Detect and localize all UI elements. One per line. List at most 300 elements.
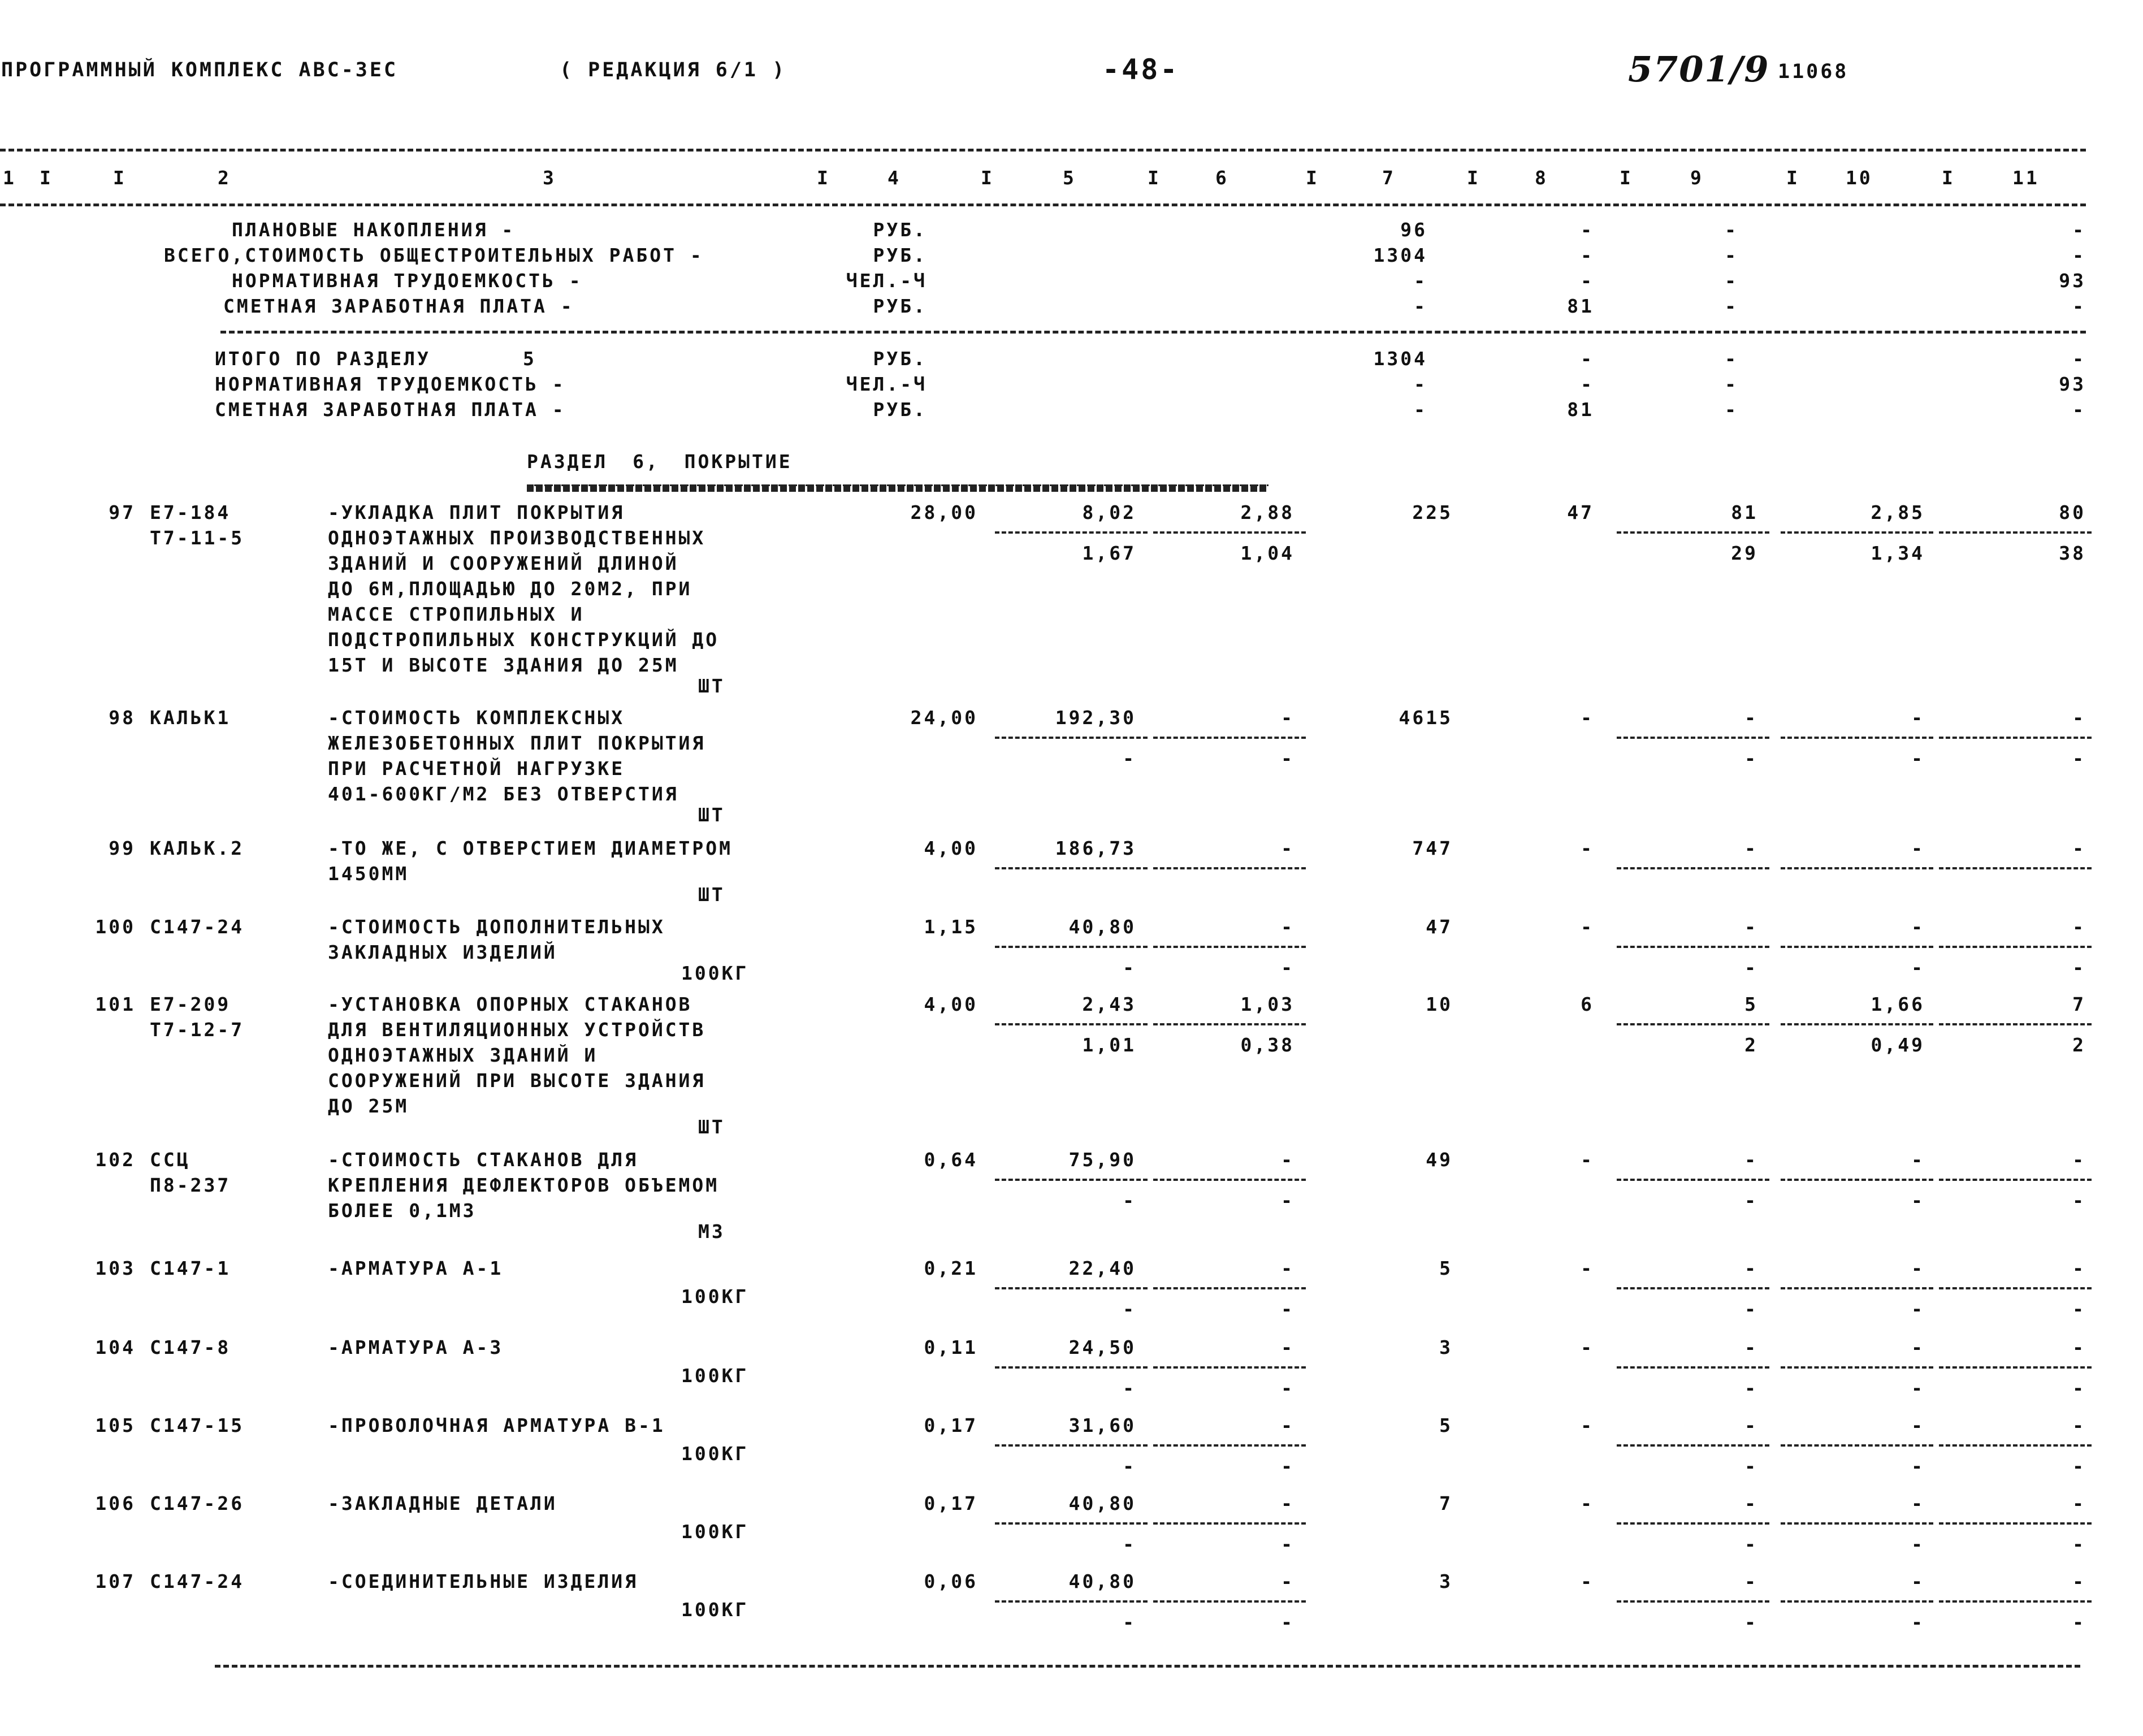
row-value-c11b: - [2072,747,2086,769]
row-value-c5: 186,73 [1055,837,1136,859]
row-value-c9: - [1744,1257,1758,1279]
row-value-c8: - [1581,916,1594,938]
row-value-c6: - [1281,1414,1295,1436]
cell-divider [1939,1023,2092,1025]
column-number: 2 [218,167,231,189]
row-value-c6b: 0,38 [1240,1034,1295,1056]
row-value-c9: - [1744,1492,1758,1514]
row-value-c6b: - [1281,1298,1295,1320]
row-value-c8: 6 [1581,993,1594,1015]
row-value-c10: - [1911,916,1925,938]
row-description-line: ЖЕЛЕЗОБЕТОННЫХ ПЛИТ ПОКРЫТИЯ [328,732,706,754]
cell-divider [1153,1287,1306,1289]
summary-c8: 81 [1567,295,1594,317]
column-separator: I [1467,167,1480,189]
row-code: Е7-184 [150,501,231,523]
row-value-c10b: - [1911,1611,1925,1633]
cell-divider [1617,1522,1769,1525]
row-value-c7: 5 [1439,1414,1453,1436]
handwritten-doc-number: 5701/9 [1628,49,1770,90]
row-value-c8: - [1581,1492,1594,1514]
row-unit: 100КГ [681,1521,749,1543]
column-separator: I [817,167,830,189]
cell-divider [1153,946,1306,948]
cell-divider [1781,531,1933,534]
cell-divider [1617,1444,1769,1447]
row-value-c4: 1,15 [924,916,978,938]
summary-c7: 1304 [1373,244,1427,266]
row-value-c10: - [1911,1570,1925,1592]
row-description-line: КРЕПЛЕНИЯ ДЕФЛЕКТОРОВ ОБЪЕМОМ [328,1174,720,1196]
cell-divider [1939,1179,2092,1181]
summary-section-number: 5 [523,348,536,370]
row-value-c9b: - [1744,747,1758,769]
row-number: 99 [109,837,136,859]
summary-unit: РУБ. [873,295,927,317]
row-value-c5b: 1,67 [1082,542,1136,564]
cell-divider [1617,1287,1769,1289]
cell-divider [1617,1600,1769,1603]
summary-label: СМЕТНАЯ ЗАРАБОТНАЯ ПЛАТА - [223,295,574,317]
row-value-c10: - [1911,1149,1925,1171]
summary-label: СМЕТНАЯ ЗАРАБОТНАЯ ПЛАТА - [215,399,566,421]
cell-divider [1781,1600,1933,1603]
row-description-line: -СТОИМОСТЬ КОМПЛЕКСНЫХ [328,707,625,729]
row-value-c11b: - [2072,1189,2086,1211]
row-value-c10b: 0,49 [1871,1034,1925,1056]
row-description-line: -ПРОВОЛОЧНАЯ АРМАТУРА В-1 [328,1414,665,1436]
row-value-c5: 22,40 [1068,1257,1136,1279]
row-value-c6: - [1281,1257,1295,1279]
row-unit: 100КГ [681,962,749,984]
row-value-c4: 28,00 [910,501,978,523]
row-code: ССЦ [150,1149,191,1171]
summary-c9: - [1725,244,1738,266]
row-value-c6: - [1281,1336,1295,1358]
column-number: 7 [1382,167,1396,189]
cell-divider [1617,867,1769,869]
cell-divider [1153,531,1306,534]
row-description-line: ДЛЯ ВЕНТИЛЯЦИОННЫХ УСТРОЙСТВ [328,1019,706,1041]
row-value-c7: 49 [1426,1149,1453,1171]
row-code: КАЛЬК1 [150,707,231,729]
row-value-c9: - [1744,1336,1758,1358]
row-description-line: ПРИ РАСЧЕТНОЙ НАГРУЗКЕ [328,757,625,780]
row-value-c4: 0,11 [924,1336,978,1358]
cell-divider [1617,1179,1769,1181]
row-value-c8: - [1581,1149,1594,1171]
row-value-c10b: - [1911,747,1925,769]
row-description-line: -ТО ЖЕ, С ОТВЕРСТИЕМ ДИАМЕТРОМ [328,837,733,859]
summary-c7: 96 [1400,219,1427,241]
row-value-c11b: - [2072,1377,2086,1399]
row-value-c4: 0,17 [924,1414,978,1436]
row-code: С147-1 [150,1257,231,1279]
row-code: С147-24 [150,1570,245,1592]
row-code: С147-24 [150,916,245,938]
row-value-c11: - [2072,1149,2086,1171]
row-code: Т7-11-5 [150,527,245,549]
row-code: П8-237 [150,1174,231,1196]
row-value-c7: 747 [1412,837,1453,859]
row-value-c11b: - [2072,956,2086,979]
row-description-line: МАССЕ СТРОПИЛЬНЫХ И [328,603,585,625]
summary-unit: РУБ. [873,348,927,370]
row-value-c11: 7 [2072,993,2086,1015]
row-number: 102 [95,1149,136,1171]
summary-c9: - [1725,295,1738,317]
row-value-c11b: 38 [2059,542,2086,564]
row-value-c7: 4615 [1399,707,1453,729]
row-value-c5b: - [1123,956,1136,979]
cell-divider [1153,1366,1306,1369]
row-value-c9b: - [1744,1533,1758,1555]
row-unit: 100КГ [681,1365,749,1387]
cell-divider [1939,1366,2092,1369]
row-value-c10b: - [1911,1189,1925,1211]
row-value-c6b: - [1281,1611,1295,1633]
row-value-c9: - [1744,1570,1758,1592]
row-value-c6: - [1281,1570,1295,1592]
cell-divider [1781,946,1933,948]
row-description-line: СООРУЖЕНИЙ ПРИ ВЫСОТЕ ЗДАНИЯ [328,1070,706,1092]
row-value-c6b: - [1281,1377,1295,1399]
cell-divider [995,1287,1148,1289]
row-value-c8: - [1581,1257,1594,1279]
row-value-c10: 1,66 [1871,993,1925,1015]
row-description-line: ЗДАНИЙ И СООРУЖЕНИЙ ДЛИНОЙ [328,552,679,574]
row-value-c6b: - [1281,1189,1295,1211]
row-value-c10b: - [1911,1298,1925,1320]
row-value-c6: 2,88 [1240,501,1295,523]
row-value-c8: - [1581,837,1594,859]
column-number: 6 [1215,167,1229,189]
row-unit: ШТ [698,884,725,906]
cell-divider [1781,1444,1933,1447]
column-number: 9 [1690,167,1704,189]
row-value-c9b: 29 [1731,542,1758,564]
row-value-c8: 47 [1567,501,1594,523]
row-value-c11b: - [2072,1455,2086,1477]
row-value-c5b: - [1123,747,1136,769]
summary-c7: - [1414,373,1427,395]
row-description-line: 1450ММ [328,863,409,885]
row-number: 104 [95,1336,136,1358]
summary-c7: - [1414,295,1427,317]
cell-divider [1781,1366,1933,1369]
cell-divider [1781,867,1933,869]
row-unit: ШТ [698,1116,725,1138]
row-value-c5: 40,80 [1068,1492,1136,1514]
summary-label: ИТОГО ПО РАЗДЕЛУ [215,348,431,370]
column-number: 8 [1535,167,1548,189]
row-value-c6b: - [1281,747,1295,769]
row-description-line: -СТОИМОСТЬ СТАКАНОВ ДЛЯ [328,1149,638,1171]
summary-c11: - [2072,244,2086,266]
row-unit: 100КГ [681,1443,749,1465]
row-value-c11: - [2072,707,2086,729]
cell-divider [1153,1522,1306,1525]
summary-label: НОРМАТИВНАЯ ТРУДОЕМКОСТЬ - [215,373,566,395]
row-value-c9b: - [1744,1377,1758,1399]
summary-c11: 93 [2059,270,2086,292]
row-number: 103 [95,1257,136,1279]
row-value-c10b: - [1911,956,1925,979]
cell-divider [1939,946,2092,948]
row-description-line: БОЛЕЕ 0,1М3 [328,1200,477,1222]
document-number: 11068 [1778,60,1849,83]
row-value-c6b: - [1281,956,1295,979]
row-value-c6: - [1281,1492,1295,1514]
row-value-c10b: - [1911,1533,1925,1555]
row-description-line: -АРМАТУРА А-1 [328,1257,504,1279]
row-value-c5b: 1,01 [1082,1034,1136,1056]
row-value-c9: - [1744,707,1758,729]
row-number: 98 [109,707,136,729]
row-unit: 100КГ [681,1599,749,1621]
row-value-c9: 5 [1744,993,1758,1015]
summary-c9: - [1725,219,1738,241]
summary-c11: - [2072,348,2086,370]
row-unit: 100КГ [681,1285,749,1308]
row-value-c11: - [2072,1414,2086,1436]
summary-c8: - [1581,244,1594,266]
row-value-c7: 7 [1439,1492,1453,1514]
row-value-c9: - [1744,1149,1758,1171]
row-value-c6b: - [1281,1455,1295,1477]
row-value-c5b: - [1123,1377,1136,1399]
row-unit: ШТ [698,804,725,826]
row-description-line: -СОЕДИНИТЕЛЬНЫЕ ИЗДЕЛИЯ [328,1570,638,1592]
summary-unit: ЧЕЛ.-Ч [846,270,927,292]
row-code: Т7-12-7 [150,1019,245,1041]
row-value-c9b: 2 [1744,1034,1758,1056]
cell-divider [1153,737,1306,739]
row-value-c4: 4,00 [924,993,978,1015]
summary-unit: РУБ. [873,244,927,266]
row-value-c7: 225 [1412,501,1453,523]
row-value-c11b: 2 [2072,1034,2086,1056]
row-value-c4: 0,64 [924,1149,978,1171]
cell-divider [995,737,1148,739]
row-description-line: -СТОИМОСТЬ ДОПОЛНИТЕЛЬНЫХ [328,916,665,938]
row-value-c5: 75,90 [1068,1149,1136,1171]
row-number: 107 [95,1570,136,1592]
cell-divider [1939,737,2092,739]
row-value-c9b: - [1744,1298,1758,1320]
row-value-c9: - [1744,1414,1758,1436]
summary-c7: - [1414,399,1427,421]
row-number: 106 [95,1492,136,1514]
row-value-c9: 81 [1731,501,1758,523]
row-value-c5: 24,50 [1068,1336,1136,1358]
row-description-line: ОДНОЭТАЖНЫХ ПРОИЗВОДСТВЕННЫХ [328,527,706,549]
row-value-c10b: - [1911,1377,1925,1399]
cell-divider [995,1600,1148,1603]
row-value-c4: 4,00 [924,837,978,859]
summary-c9: - [1725,348,1738,370]
row-value-c6: - [1281,916,1295,938]
row-value-c6b: 1,04 [1240,542,1295,564]
row-value-c11b: - [2072,1298,2086,1320]
row-code: С147-15 [150,1414,245,1436]
summary-c8: - [1581,373,1594,395]
column-separator: I [1306,167,1319,189]
row-number: 105 [95,1414,136,1436]
row-value-c5b: - [1123,1189,1136,1211]
row-description-line: ЗАКЛАДНЫХ ИЗДЕЛИЙ [328,941,557,963]
cell-divider [1781,1287,1933,1289]
column-separator: I [1786,167,1800,189]
row-unit: ШТ [698,675,725,697]
cell-divider [1939,1287,2092,1289]
row-value-c10: - [1911,707,1925,729]
row-value-c8: - [1581,1414,1594,1436]
cell-divider [995,1366,1148,1369]
summary-c8: - [1581,348,1594,370]
cell-divider [1781,737,1933,739]
cell-divider [1617,531,1769,534]
row-code: КАЛЬК.2 [150,837,245,859]
row-value-c5: 31,60 [1068,1414,1136,1436]
cell-divider [1939,867,2092,869]
row-value-c10: 2,85 [1871,501,1925,523]
row-value-c4: 0,17 [924,1492,978,1514]
row-value-c10b: 1,34 [1871,542,1925,564]
row-unit: М3 [698,1220,725,1243]
cell-divider [995,1023,1148,1025]
row-value-c6b: - [1281,1533,1295,1555]
row-value-c10: - [1911,1257,1925,1279]
cell-divider [1617,737,1769,739]
column-number: 1 [3,167,16,189]
row-value-c4: 0,06 [924,1570,978,1592]
row-description-line: ДО 6М,ПЛОЩАДЬЮ ДО 20М2, ПРИ [328,578,692,600]
row-value-c11: - [2072,1492,2086,1514]
row-value-c5b: - [1123,1533,1136,1555]
row-value-c7: 10 [1426,993,1453,1015]
row-value-c9b: - [1744,1611,1758,1633]
row-description-line: -УКЛАДКА ПЛИТ ПОКРЫТИЯ [328,501,625,523]
row-value-c8: - [1581,707,1594,729]
cell-divider [1781,1179,1933,1181]
row-value-c9: - [1744,916,1758,938]
section-title: РАЗДЕЛ 6, ПОКРЫТИЕ [527,451,793,473]
row-value-c6: - [1281,1149,1295,1171]
row-value-c11: - [2072,916,2086,938]
row-value-c11: - [2072,837,2086,859]
column-separator: I [1148,167,1161,189]
row-code: С147-8 [150,1336,231,1358]
row-value-c5b: - [1123,1455,1136,1477]
summary-c9: - [1725,270,1738,292]
cell-divider [1781,1522,1933,1525]
summary-c11: - [2072,399,2086,421]
cell-divider [1153,1179,1306,1181]
cell-divider [995,1444,1148,1447]
row-value-c6: - [1281,837,1295,859]
summary-label: ВСЕГО,СТОИМОСТЬ ОБЩЕСТРОИТЕЛЬНЫХ РАБОТ - [164,244,704,266]
program-title: ПРОГРАММНЫЙ КОМПЛЕКС АВС-ЗЕС [1,59,399,81]
row-value-c5: 2,43 [1082,993,1136,1015]
row-value-c11: 80 [2059,501,2086,523]
row-value-c10: - [1911,837,1925,859]
row-description-line: 15Т И ВЫСОТЕ ЗДАНИЯ ДО 25М [328,654,679,676]
cell-divider [1939,1600,2092,1603]
cell-divider [1153,867,1306,869]
summary-c7: - [1414,270,1427,292]
row-value-c5: 40,80 [1068,916,1136,938]
row-value-c4: 24,00 [910,707,978,729]
row-value-c9b: - [1744,956,1758,979]
row-number: 100 [95,916,136,938]
row-value-c5: 40,80 [1068,1570,1136,1592]
cell-divider [1781,1023,1933,1025]
row-value-c5: 8,02 [1082,501,1136,523]
cell-divider [995,531,1148,534]
cell-divider [1153,1444,1306,1447]
summary-c9: - [1725,373,1738,395]
summary-label: ПЛАНОВЫЕ НАКОПЛЕНИЯ - [232,219,516,241]
row-number: 97 [109,501,136,523]
row-code: С147-26 [150,1492,245,1514]
row-value-c10: - [1911,1492,1925,1514]
row-description-line: 401-600КГ/М2 БЕЗ ОТВЕРСТИЯ [328,783,679,805]
cell-divider [995,1522,1148,1525]
row-value-c7: 3 [1439,1336,1453,1358]
cell-divider [995,946,1148,948]
cell-divider [1153,1600,1306,1603]
column-separator: I [113,167,127,189]
section-underline [527,484,1269,492]
summary-c8: - [1581,270,1594,292]
row-value-c8: - [1581,1570,1594,1592]
row-description-line: -ЗАКЛАДНЫЕ ДЕТАЛИ [328,1492,557,1514]
cell-divider [1153,1023,1306,1025]
cell-divider [1617,1366,1769,1369]
cell-divider [1939,531,2092,534]
row-value-c7: 5 [1439,1257,1453,1279]
summary-unit: ЧЕЛ.-Ч [846,373,927,395]
summary-label: НОРМАТИВНАЯ ТРУДОЕМКОСТЬ - [232,270,583,292]
summary-c8: - [1581,219,1594,241]
column-number: 4 [887,167,901,189]
row-value-c5: 192,30 [1055,707,1136,729]
row-value-c10b: - [1911,1455,1925,1477]
edition-label: ( РЕДАКЦИЯ 6/1 ) [560,59,787,81]
row-value-c8: - [1581,1336,1594,1358]
row-description-line: -УСТАНОВКА ОПОРНЫХ СТАКАНОВ [328,993,692,1015]
column-number: 3 [543,167,556,189]
summary-c7: 1304 [1373,348,1427,370]
column-separator: I [1942,167,1955,189]
row-value-c9b: - [1744,1455,1758,1477]
row-description-line: ДО 25М [328,1095,409,1117]
column-separator: I [40,167,53,189]
row-value-c11b: - [2072,1611,2086,1633]
column-number: 5 [1063,167,1076,189]
row-value-c11: - [2072,1257,2086,1279]
row-value-c5b: - [1123,1611,1136,1633]
summary-divider [220,331,2086,334]
row-value-c9b: - [1744,1189,1758,1211]
column-number: 11 [2012,167,2040,189]
row-value-c4: 0,21 [924,1257,978,1279]
header-top-rule [0,149,2086,151]
summary-c11: 93 [2059,373,2086,395]
row-value-c6: 1,03 [1240,993,1295,1015]
row-value-c5b: - [1123,1298,1136,1320]
